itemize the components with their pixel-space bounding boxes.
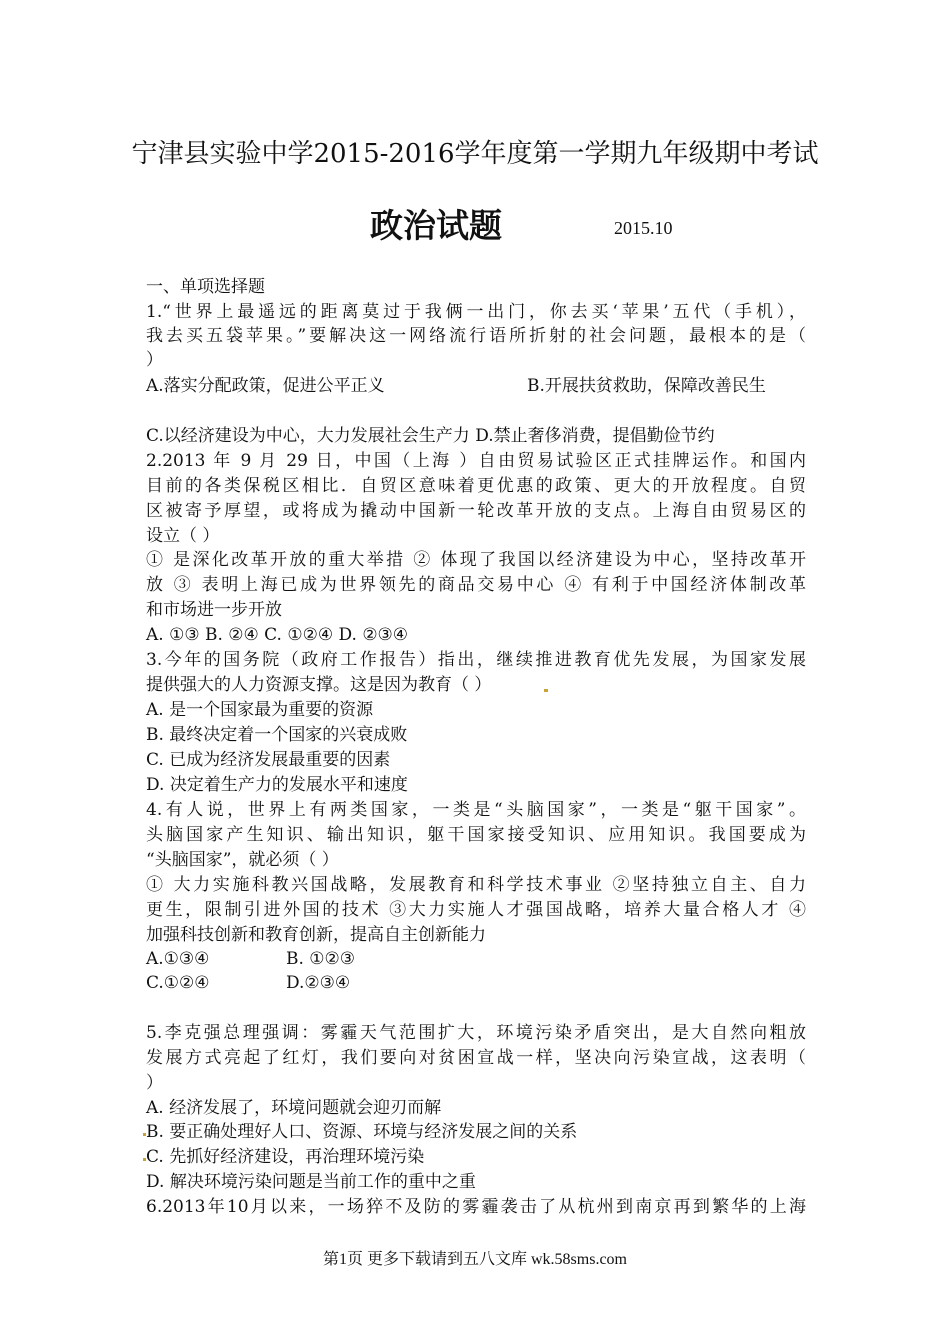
q2-statement-line-3: 和市场进一步开放 [146, 600, 282, 620]
q4-stem-line-3: “头脑国家”，就必须（ ） [146, 850, 339, 870]
subject-title: 政治试题 [370, 206, 502, 245]
q1-stem-line-2: 我去买五袋苹果。”要解决这一网络流行语所折射的社会问题，最根本的是（ [146, 326, 806, 346]
q4-statement-line-1: ① 大力实施科教兴国战略，发展教育和科学技术事业 ②坚持独立自主、自力 [146, 875, 806, 895]
q2-statement-line-1: ① 是深化改革开放的重大举措 ② 体现了我国以经济建设为中心，坚持改革开 [146, 550, 806, 570]
q5-option-c: C. 先抓好经济建设，再治理环境污染 [146, 1147, 425, 1167]
annotation-mark [544, 689, 548, 692]
q4-option-c: C.①②④ [146, 973, 210, 993]
q4-option-b: B. ①②③ [286, 949, 356, 969]
q5-stem-line-3: ） [146, 1073, 163, 1093]
q1-stem-line-3: ） [146, 350, 163, 370]
q6-stem-line-1: 6.2013年10月以来，一场猝不及防的雾霾袭击了从杭州到南京再到繁华的上海 [146, 1197, 806, 1217]
q3-option-a: A. 是一个国家最为重要的资源 [146, 700, 374, 720]
q4-option-d: D.②③④ [286, 973, 351, 993]
q1-options-cd: C.以经济建设为中心，大力发展社会生产力 D.禁止奢侈消费，提倡勤俭节约 [146, 426, 715, 446]
q2-stem-line-4: 设立（ ） [146, 526, 220, 546]
q2-statement-line-2: 放 ③ 表明上海已成为世界领先的商品交易中心 ④ 有利于中国经济体制改革 [146, 575, 806, 595]
q3-stem-line-1: 3.今年的国务院（政府工作报告）指出，继续推进教育优先发展，为国家发展 [146, 650, 806, 670]
q2-stem-line-3: 区被寄予厚望，或将成为撬动中国新一轮改革开放的支点。上海自由贸易区的 [146, 501, 806, 521]
q4-statement-line-3: 加强科技创新和教育创新，提高自主创新能力 [146, 925, 486, 945]
q3-option-c: C. 已成为经济发展最重要的因素 [146, 750, 391, 770]
q5-stem-line-1: 5.李克强总理强调：雾霾天气范围扩大，环境污染矛盾突出，是大自然向粗放 [146, 1023, 806, 1043]
q4-statement-line-2: 更生，限制引进外国的技术 ③大力实施人才强国战略，培养大量合格人才 ④ [146, 900, 806, 920]
q2-stem-line-2: 目前的各类保税区相比．自贸区意味着更优惠的政策、更大的开放程度。自贸 [146, 476, 806, 496]
q1-option-a: A.落实分配政策，促进公平正义 [146, 376, 385, 396]
q4-option-a: A.①③④ [146, 949, 210, 969]
q4-stem-line-2: 头脑国家产生知识、输出知识，躯干国家接受知识、应用知识。我国要成为 [146, 825, 806, 845]
school-exam-title: 宁津县实验中学2015-2016学年度第一学期九年级期中考试 [131, 139, 819, 169]
q3-option-b: B. 最终决定着一个国家的兴衰成败 [146, 725, 408, 745]
q5-option-d: D. 解决环境污染问题是当前工作的重中之重 [146, 1172, 476, 1192]
exam-date: 2015.10 [614, 218, 673, 238]
q3-stem-line-2: 提供强大的人力资源支撑。这是因为教育（ ） [146, 675, 492, 695]
q3-option-d: D. 决定着生产力的发展水平和速度 [146, 775, 408, 795]
q4-stem-line-1: 4.有人说，世界上有两类国家，一类是“头脑国家”，一类是“躯干国家”。 [146, 800, 806, 820]
section-heading: 一、单项选择题 [146, 277, 265, 297]
q2-stem-line-1: 2.2013 年 9 月 29 日，中国（上海 ）自由贸易试验区正式挂牌运作。和国内 [146, 451, 806, 471]
q1-option-b: B.开展扶贫救助，保障改善民生 [527, 376, 766, 396]
page-footer: 第1页 更多下载请到五八文库 wk.58sms.com [322, 1251, 627, 1268]
q2-options: A. ①③ B. ②④ C. ①②④ D. ②③④ [146, 625, 409, 645]
q1-stem-line-1: 1.“世界上最遥远的距离莫过于我俩一出门，你去买‘苹果’五代（手机）， [146, 302, 806, 322]
q5-stem-line-2: 发展方式亮起了红灯，我们要向对贫困宣战一样，坚决向污染宣战，这表明（ [146, 1048, 806, 1068]
q5-option-a: A. 经济发展了，环境问题就会迎刃而解 [146, 1098, 442, 1118]
q5-option-b: B. 要正确处理好人口、资源、环境与经济发展之间的关系 [146, 1122, 578, 1142]
